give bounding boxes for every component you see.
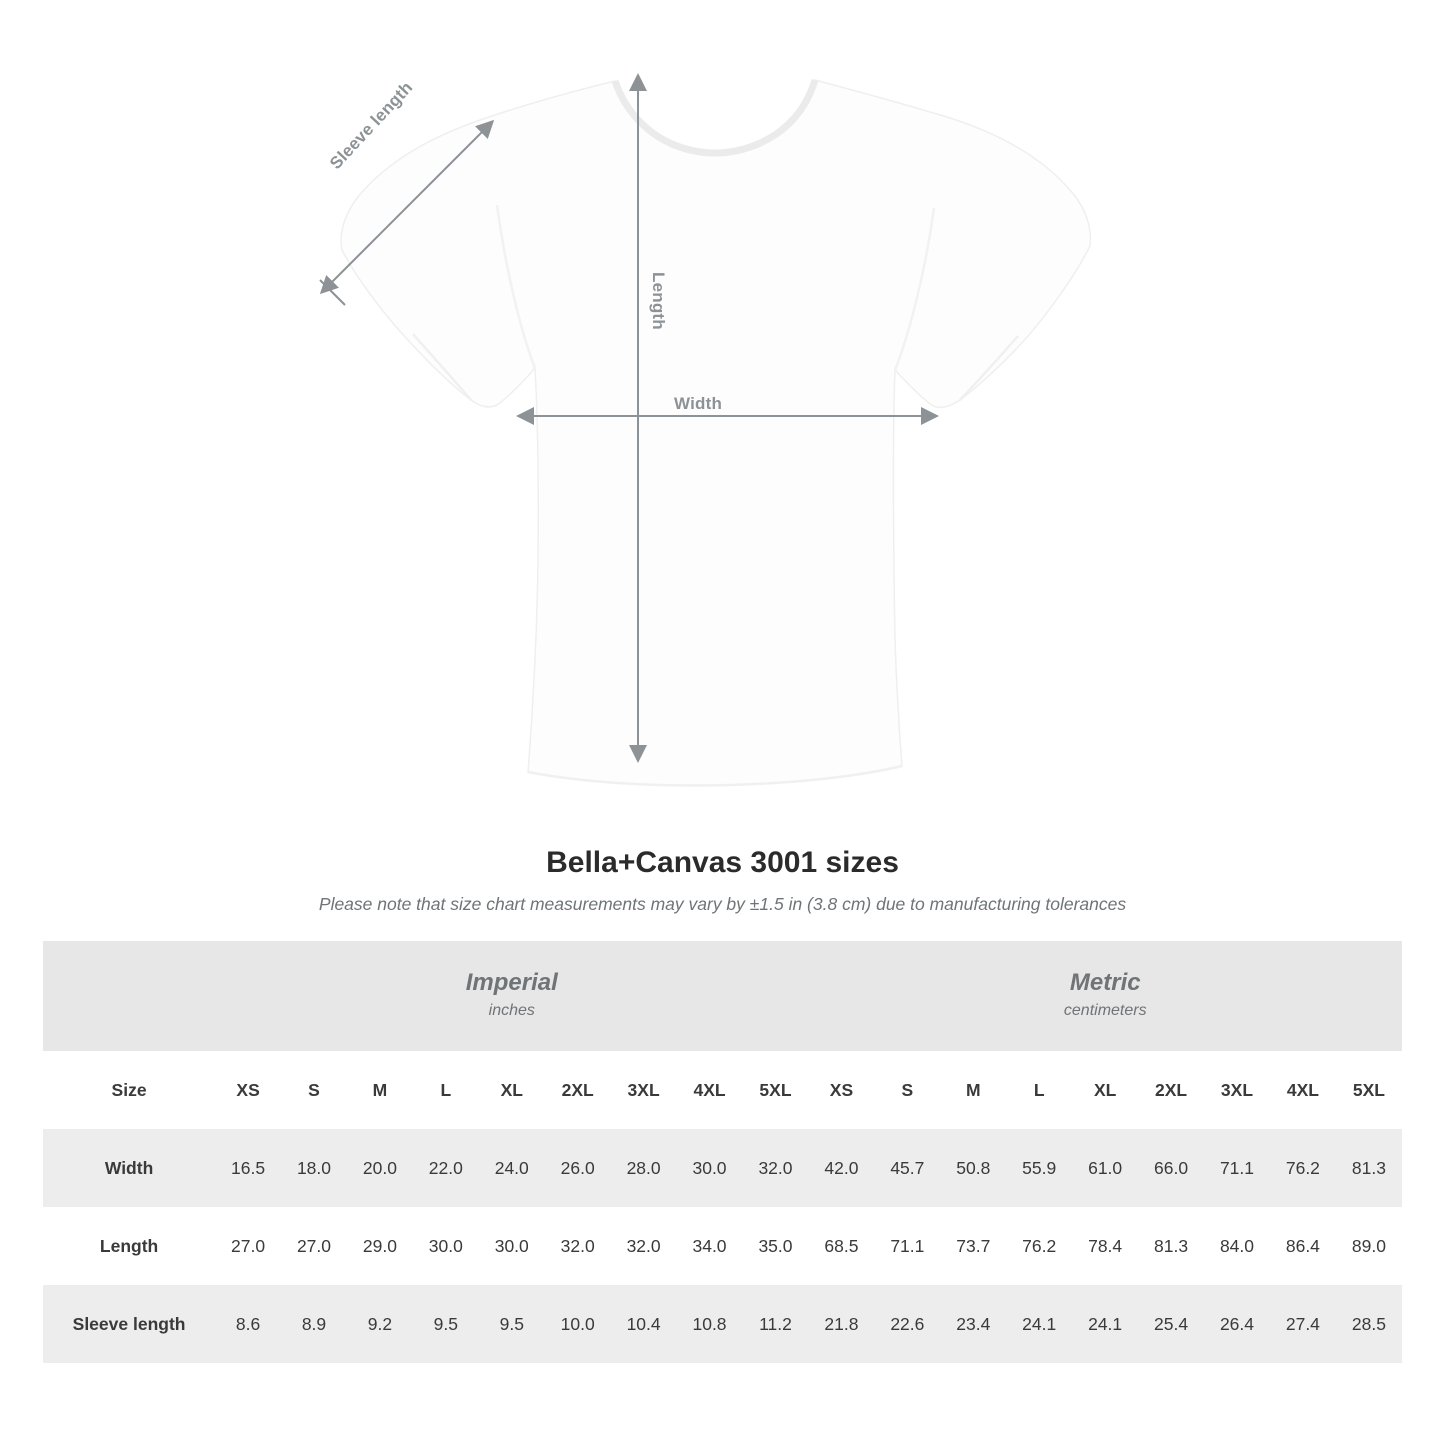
unit-sub-metric: centimeters (1063, 1002, 1147, 1020)
cell-width-0: 16.5 (215, 1129, 281, 1207)
cell-sleeve-15: 26.4 (1204, 1285, 1270, 1363)
size-col-l-metric: L (1006, 1051, 1072, 1129)
size-col-s-imperial: S (281, 1051, 347, 1129)
cell-width-10: 45.7 (874, 1129, 940, 1207)
size-col-4xl-imperial: 4XL (677, 1051, 743, 1129)
size-col-xl-imperial: XL (479, 1051, 545, 1129)
page-title: Bella+Canvas 3001 sizes (546, 846, 899, 879)
size-col-xs-imperial: XS (215, 1051, 281, 1129)
cell-sleeve-2: 9.2 (347, 1285, 413, 1363)
size-table-wrap (0, 941, 1445, 1363)
cell-sleeve-11: 23.4 (940, 1285, 1006, 1363)
cell-sleeve-0: 8.6 (215, 1285, 281, 1363)
cell-width-9: 42.0 (808, 1129, 874, 1207)
size-header-label: Size (43, 1051, 215, 1129)
size-col-xl-metric: XL (1072, 1051, 1138, 1129)
table-row (43, 1285, 1402, 1363)
cell-sleeve-6: 10.4 (611, 1285, 677, 1363)
cell-length-17: 89.0 (1336, 1207, 1402, 1285)
cell-length-11: 73.7 (940, 1207, 1006, 1285)
cell-length-12: 76.2 (1006, 1207, 1072, 1285)
cell-width-16: 76.2 (1270, 1129, 1336, 1207)
cell-sleeve-12: 24.1 (1006, 1285, 1072, 1363)
cell-width-8: 32.0 (742, 1129, 808, 1207)
cell-sleeve-9: 21.8 (808, 1285, 874, 1363)
cell-width-2: 20.0 (347, 1129, 413, 1207)
size-col-5xl-metric: 5XL (1336, 1051, 1402, 1129)
cell-length-8: 35.0 (742, 1207, 808, 1285)
size-col-xs-metric: XS (808, 1051, 874, 1129)
cell-width-13: 61.0 (1072, 1129, 1138, 1207)
cell-sleeve-1: 8.9 (281, 1285, 347, 1363)
cell-length-10: 71.1 (874, 1207, 940, 1285)
unit-header-imperial (215, 941, 808, 1051)
cell-length-9: 68.5 (808, 1207, 874, 1285)
unit-name-imperial: Imperial (465, 969, 558, 997)
unit-header-spacer (43, 941, 215, 1051)
width-label: Width (674, 394, 723, 413)
table-row (43, 1207, 1402, 1285)
cell-width-7: 30.0 (677, 1129, 743, 1207)
unit-header-row (43, 941, 1402, 1051)
size-col-5xl-imperial: 5XL (742, 1051, 808, 1129)
cell-length-0: 27.0 (215, 1207, 281, 1285)
cell-width-6: 28.0 (611, 1129, 677, 1207)
cell-sleeve-13: 24.1 (1072, 1285, 1138, 1363)
cell-length-2: 29.0 (347, 1207, 413, 1285)
size-col-s-metric: S (874, 1051, 940, 1129)
cell-sleeve-10: 22.6 (874, 1285, 940, 1363)
cell-sleeve-17: 28.5 (1336, 1285, 1402, 1363)
row-label-width: Width (43, 1129, 215, 1207)
row-label-length: Length (43, 1207, 215, 1285)
size-col-2xl-metric: 2XL (1138, 1051, 1204, 1129)
tshirt-shape (341, 80, 1090, 785)
size-col-2xl-imperial: 2XL (545, 1051, 611, 1129)
cell-sleeve-16: 27.4 (1270, 1285, 1336, 1363)
cell-width-17: 81.3 (1336, 1129, 1402, 1207)
cell-length-6: 32.0 (611, 1207, 677, 1285)
tolerance-note: Please note that size chart measurements may vary by ±1.5 in (3.8 cm) due to manufacturing tolerances (318, 894, 1127, 914)
row-label-sleeve-length: Sleeve length (43, 1285, 215, 1363)
cell-width-12: 55.9 (1006, 1129, 1072, 1207)
cell-sleeve-4: 9.5 (479, 1285, 545, 1363)
cell-width-4: 24.0 (479, 1129, 545, 1207)
cell-width-5: 26.0 (545, 1129, 611, 1207)
cell-width-15: 71.1 (1204, 1129, 1270, 1207)
size-col-m-metric: M (940, 1051, 1006, 1129)
sleeve-end-tick (320, 280, 345, 305)
cell-width-11: 50.8 (940, 1129, 1006, 1207)
size-col-3xl-metric: 3XL (1204, 1051, 1270, 1129)
cell-sleeve-5: 10.0 (545, 1285, 611, 1363)
unit-sub-imperial: inches (488, 1002, 535, 1020)
cell-width-1: 18.0 (281, 1129, 347, 1207)
cell-sleeve-14: 25.4 (1138, 1285, 1204, 1363)
size-col-l-imperial: L (413, 1051, 479, 1129)
cell-length-5: 32.0 (545, 1207, 611, 1285)
cell-sleeve-7: 10.8 (677, 1285, 743, 1363)
cell-sleeve-3: 9.5 (413, 1285, 479, 1363)
size-col-4xl-metric: 4XL (1270, 1051, 1336, 1129)
title-block (0, 846, 1445, 915)
unit-header-metric (808, 941, 1402, 1051)
cell-length-3: 30.0 (413, 1207, 479, 1285)
cell-length-15: 84.0 (1204, 1207, 1270, 1285)
cell-length-16: 86.4 (1270, 1207, 1336, 1285)
cell-length-7: 34.0 (677, 1207, 743, 1285)
size-col-m-imperial: M (347, 1051, 413, 1129)
table-row (43, 1129, 1402, 1207)
length-label: Length (649, 272, 668, 330)
cell-width-3: 22.0 (413, 1129, 479, 1207)
size-col-3xl-imperial: 3XL (611, 1051, 677, 1129)
cell-length-1: 27.0 (281, 1207, 347, 1285)
size-table (43, 941, 1402, 1363)
cell-sleeve-8: 11.2 (742, 1285, 808, 1363)
size-header-row (43, 1051, 1402, 1129)
cell-length-13: 78.4 (1072, 1207, 1138, 1285)
cell-length-14: 81.3 (1138, 1207, 1204, 1285)
unit-name-metric: Metric (1069, 969, 1141, 997)
cell-width-14: 66.0 (1138, 1129, 1204, 1207)
cell-length-4: 30.0 (479, 1207, 545, 1285)
sleeve-length-label: Sleeve length (326, 77, 417, 173)
